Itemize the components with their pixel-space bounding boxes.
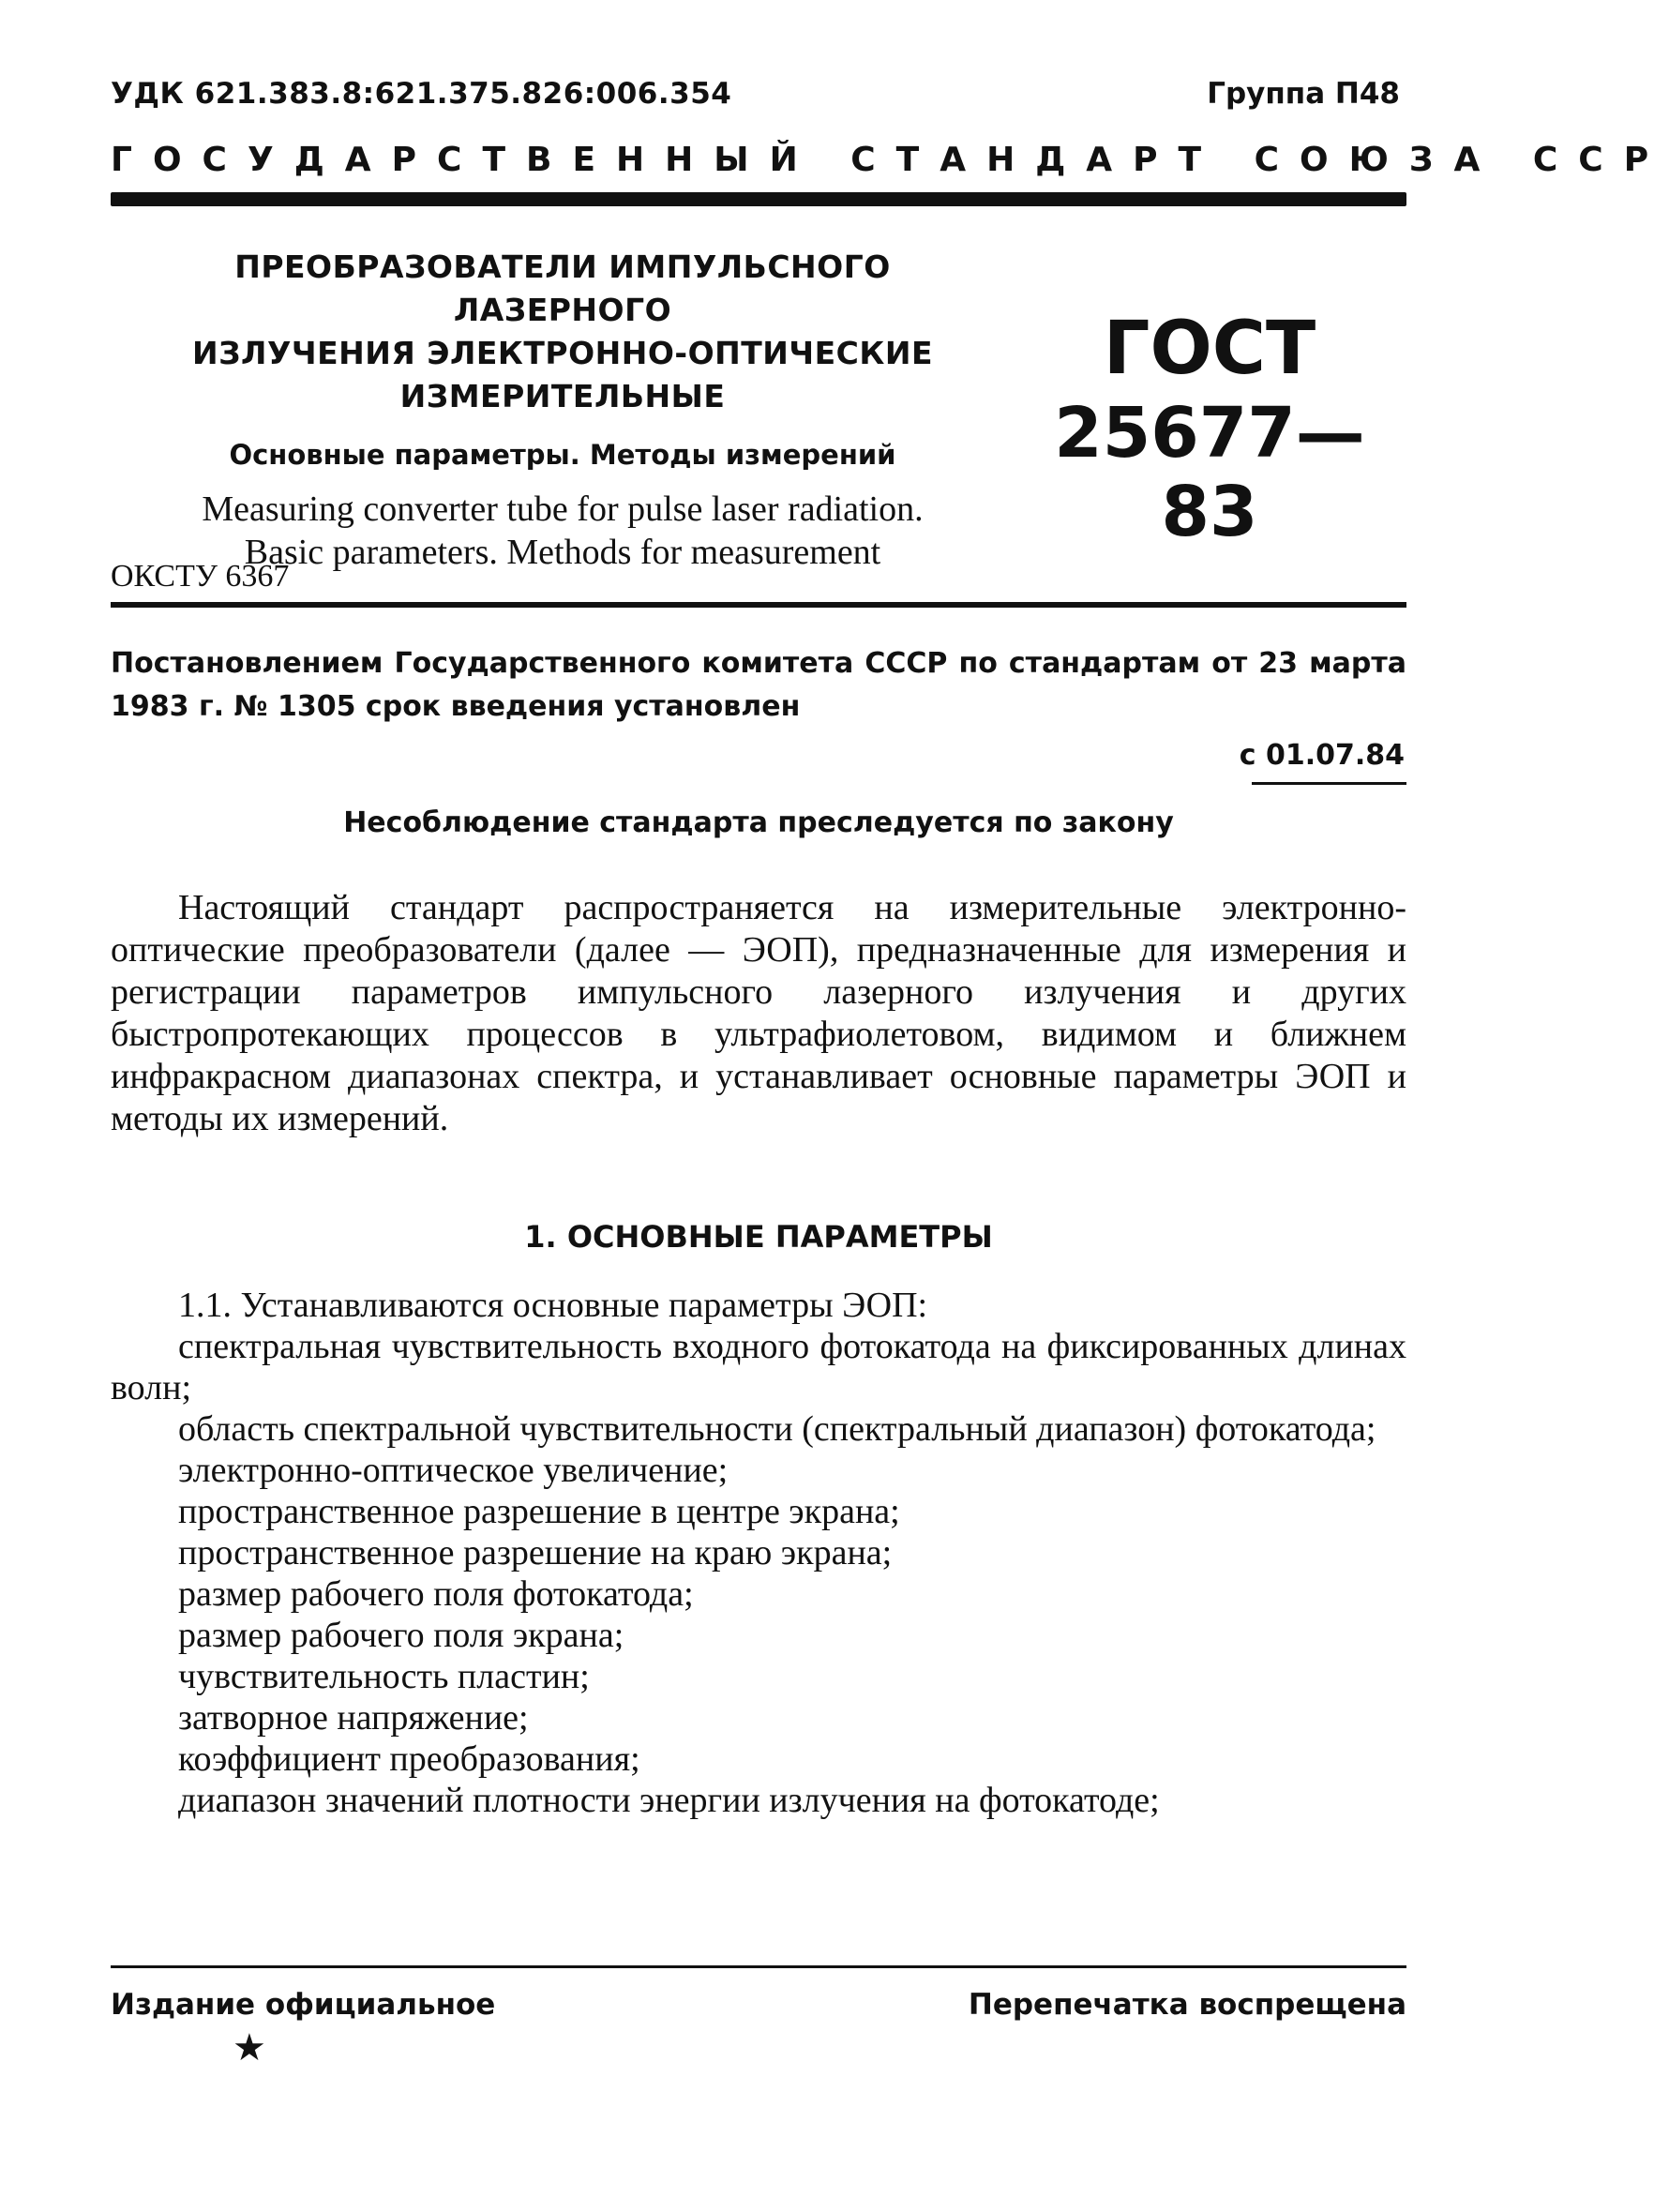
gost-number: 25677—83 [1054,393,1365,552]
english-title-line-2: Basic parameters. Methods for measurement [244,533,881,572]
footer-rule [111,1965,1406,1968]
title-block [131,246,994,574]
subtitle: Основные параметры. Методы измерений [229,439,896,471]
oksty-code: ОКСТУ 6367 [111,559,290,594]
title-line-2: ИЗЛУЧЕНИЯ ЭЛЕКТРОННО-ОПТИЧЕСКИЕ [191,335,933,371]
title-line-1: ПРЕОБРАЗОВАТЕЛИ ИМПУЛЬСНОГО ЛАЗЕРНОГО [234,248,891,328]
section-heading: 1. ОСНОВНЫЕ ПАРАМЕТРЫ [524,1219,993,1255]
clause-1-1: 1.1. Устанавливаются основные параметры ЭОП: [178,1286,928,1325]
list-item: затворное напряжение; [178,1698,529,1738]
list-item: пространственное разрешение на краю экрана; [178,1533,893,1572]
list-item: диапазон значений плотности энергии излучения на фотокатоде; [178,1781,1160,1820]
group-code: Группа П48 [1207,77,1400,111]
title-line-3: ИЗМЕРИТЕЛЬНЫЕ [399,378,726,414]
list-item: чувствительность пластин; [178,1657,590,1696]
list-item: коэффициент преобразования; [178,1739,640,1779]
parameters-list [111,1285,1406,1821]
intro-text: Настоящий стандарт распространяется на измерительные электронно-оптические преобразователи (далее — ЭОП), предназначенные для измерения и регистрации параметров импульсного лазерного излучения и других быстропротекающих процессов в ультрафиолетовом, видимом и ближнем инфракрасном диапазонах спектра, и устанавливает основные параметры ЭОП и методы их измерений. [111,888,1406,1138]
star-icon: ★ [233,2026,266,2069]
udk-code: УДК 621.383.8:621.375.826:006.354 [111,77,732,111]
list-item: спектральная чувствительность входного фотокатода на фиксированных длинах волн; [111,1327,1406,1407]
list-item: размер рабочего поля экрана; [178,1616,624,1655]
oksty-rule [111,602,1406,608]
reprint-prohibited-note: Перепечатка воспрещена [968,1988,1406,2022]
date-underline [1252,782,1406,785]
gost-label: ГОСТ [1103,307,1316,391]
effective-date: с 01.07.84 [1239,739,1405,772]
list-item: размер рабочего поля фотокатода; [178,1574,694,1614]
state-standard-heading: ГОСУДАРСТВЕННЫЙ СТАНДАРТ СОЮЗА ССР [111,141,1669,179]
intro-paragraph [111,887,1406,1140]
list-item: электронно-оптическое увеличение; [178,1451,729,1490]
english-title-line-1: Measuring converter tube for pulse laser radiation. [202,489,924,529]
official-edition-note: Издание официальное [111,1988,496,2022]
list-item: пространственное разрешение в центре экрана; [178,1492,900,1531]
list-item: область спектральной чувствительности (спектральный диапазон) фотокатода; [178,1409,1376,1449]
penalty-notice: Несоблюдение стандарта преследуется по закону [343,806,1174,839]
decree-text: Постановлением Государственного комитета СССР по стандартам от 23 марта 1983 г. № 1305 срок введения установлен [111,647,1406,723]
header-rule [111,192,1406,206]
